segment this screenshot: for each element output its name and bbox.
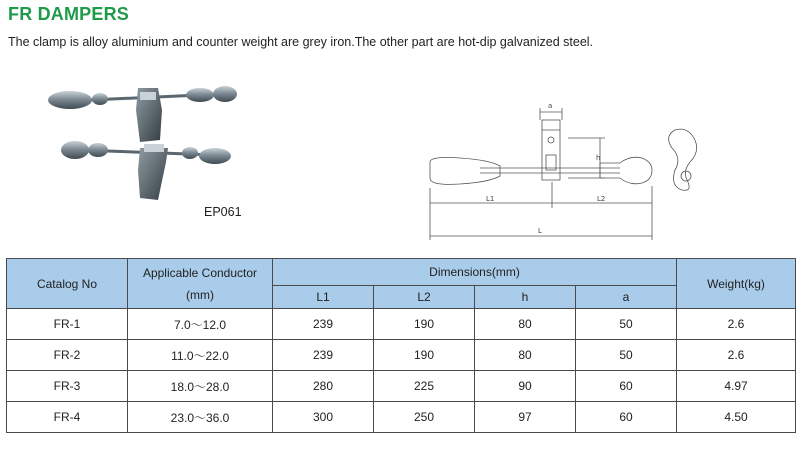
- cell-conductor: 23.0～36.0: [128, 402, 273, 433]
- cell-conductor: 7.0～12.0: [128, 309, 273, 340]
- col-header-conductor-line2: (mm): [186, 287, 214, 302]
- cell-h: 90: [475, 371, 576, 402]
- spec-table: [6, 258, 796, 433]
- dim-label-a: a: [548, 102, 553, 110]
- cell-l2: 250: [374, 402, 475, 433]
- cell-weight: 4.97: [677, 371, 796, 402]
- cell-h: 80: [475, 309, 576, 340]
- dim-label-l1: L1: [486, 195, 495, 203]
- cell-catalog: FR-3: [7, 371, 128, 402]
- table-header-row: [7, 259, 796, 286]
- cell-l2: 190: [374, 309, 475, 340]
- cell-a: 50: [576, 340, 677, 371]
- cell-weight: 2.6: [677, 340, 796, 371]
- subheader-a: a: [576, 286, 677, 309]
- subheader-l2: L2: [374, 286, 475, 309]
- cell-weight: 4.50: [677, 402, 796, 433]
- cell-a: 50: [576, 309, 677, 340]
- cell-catalog: FR-4: [7, 402, 128, 433]
- col-header-conductor-line1: Applicable Conductor: [142, 265, 258, 280]
- col-header-conductor: [128, 259, 273, 309]
- cell-l2: 225: [374, 371, 475, 402]
- cell-catalog: FR-2: [7, 340, 128, 371]
- product-description: The clamp is alloy aluminium and counter weight are grey iron.The other part are hot-dip galvanized steel.: [8, 35, 594, 49]
- dim-label-h: h: [596, 154, 601, 162]
- dim-label-l2: L2: [597, 195, 606, 203]
- cell-conductor: 18.0～28.0: [128, 371, 273, 402]
- table-row: [7, 371, 796, 402]
- cell-l1: 300: [273, 402, 374, 433]
- damper-product-photo: [40, 80, 250, 210]
- table-row: [7, 402, 796, 433]
- cell-l1: 239: [273, 309, 374, 340]
- cell-h: 80: [475, 340, 576, 371]
- cell-conductor: 11.0～22.0: [128, 340, 273, 371]
- technical-drawing: [420, 100, 720, 245]
- col-header-weight: Weight(kg): [677, 259, 796, 309]
- cell-l1: 239: [273, 340, 374, 371]
- cell-a: 60: [576, 371, 677, 402]
- cell-l2: 190: [374, 340, 475, 371]
- table-row: [7, 309, 796, 340]
- subheader-h: h: [475, 286, 576, 309]
- page-title: FR DAMPERS: [8, 4, 130, 24]
- cell-catalog: FR-1: [7, 309, 128, 340]
- cell-h: 97: [475, 402, 576, 433]
- subheader-l1: L1: [273, 286, 374, 309]
- cell-weight: 2.6: [677, 309, 796, 340]
- product-code: EP061: [204, 205, 242, 219]
- col-header-catalog: Catalog No: [7, 259, 128, 309]
- cell-l1: 280: [273, 371, 374, 402]
- col-header-dimensions: Dimensions(mm): [273, 259, 677, 286]
- cell-a: 60: [576, 402, 677, 433]
- dim-label-l: L: [538, 227, 542, 235]
- table-row: [7, 340, 796, 371]
